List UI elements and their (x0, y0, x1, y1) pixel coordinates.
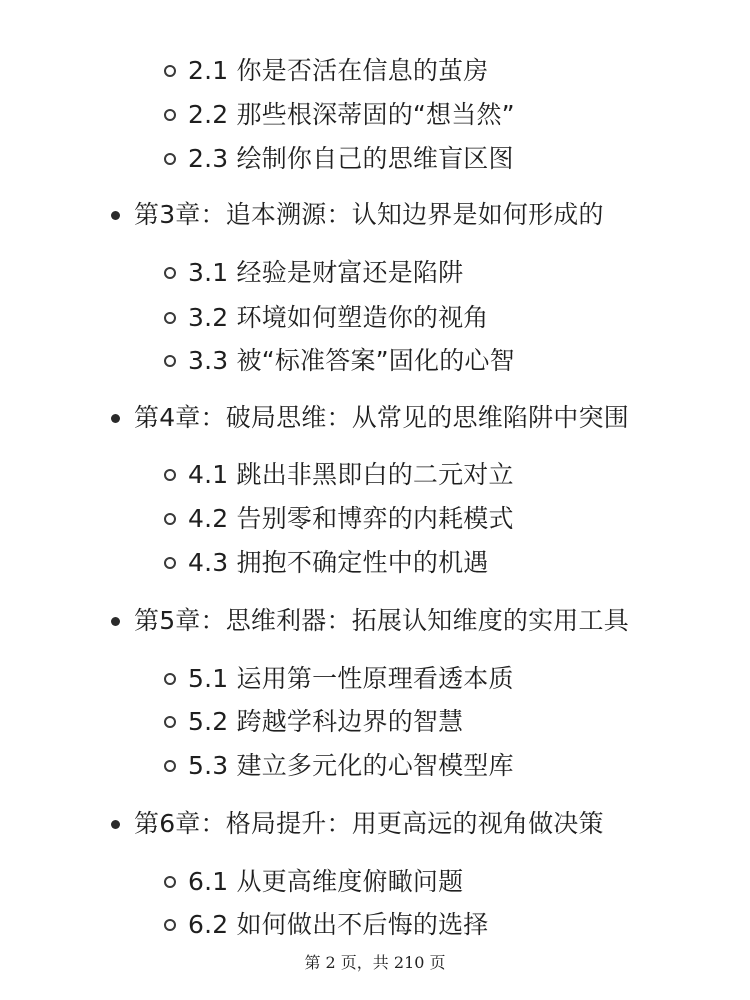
section-item (0, 51, 750, 91)
bullet-circle-icon (164, 557, 176, 569)
section-title: 4.3 拥抱不确定性中的机遇 (188, 548, 489, 577)
section-title: 2.3 绘制你自己的思维盲区图 (188, 144, 514, 173)
section-item (0, 702, 750, 742)
bullet-circle-icon (164, 355, 176, 367)
section-title: 3.1 经验是财富还是陷阱 (188, 258, 464, 287)
section-title: 6.2 如何做出不后悔的选择 (188, 910, 489, 939)
bullet-circle-icon (164, 469, 176, 481)
chapter-item (0, 804, 750, 844)
section-title: 5.2 跨越学科边界的智慧 (188, 707, 464, 736)
chapter-item (0, 398, 750, 438)
bullet-circle-icon (164, 109, 176, 121)
section-title: 2.1 你是否活在信息的茧房 (188, 56, 489, 85)
bullet-dot-icon (111, 820, 120, 829)
section-title: 5.1 运用第一性原理看透本质 (188, 664, 514, 693)
chapter-title: 第3章：追本溯源：认知边界是如何形成的 (134, 200, 604, 229)
bullet-circle-icon (164, 267, 176, 279)
chapter-title: 第4章：破局思维：从常见的思维陷阱中突围 (134, 403, 629, 432)
section-title: 4.2 告别零和博弈的内耗模式 (188, 504, 514, 533)
bullet-circle-icon (164, 673, 176, 685)
bullet-circle-icon (164, 312, 176, 324)
bullet-circle-icon (164, 65, 176, 77)
chapter-item (0, 601, 750, 641)
chapter-title: 第6章：格局提升：用更高远的视角做决策 (134, 809, 604, 838)
section-title: 4.1 跳出非黑即白的二元对立 (188, 460, 514, 489)
section-title: 3.3 被“标准答案”固化的心智 (188, 346, 515, 375)
section-item (0, 139, 750, 179)
bullet-circle-icon (164, 153, 176, 165)
bullet-circle-icon (164, 760, 176, 772)
bullet-dot-icon (111, 414, 120, 423)
section-item (0, 455, 750, 495)
section-item (0, 543, 750, 583)
bullet-dot-icon (111, 211, 120, 220)
bullet-circle-icon (164, 876, 176, 888)
section-item (0, 298, 750, 338)
bullet-circle-icon (164, 513, 176, 525)
page-number-footer: 第 2 页，共 210 页 (304, 953, 446, 972)
section-item (0, 341, 750, 381)
section-title: 5.3 建立多元化的心智模型库 (188, 751, 514, 780)
section-item (0, 253, 750, 293)
section-title: 2.2 那些根深蒂固的“想当然” (188, 100, 515, 129)
chapter-item (0, 195, 750, 235)
section-item (0, 862, 750, 902)
chapter-title: 第5章：思维利器：拓展认知维度的实用工具 (134, 606, 629, 635)
section-item (0, 659, 750, 699)
section-item (0, 95, 750, 135)
bullet-circle-icon (164, 716, 176, 728)
section-item (0, 905, 750, 945)
bullet-dot-icon (111, 617, 120, 626)
section-item (0, 746, 750, 786)
section-item (0, 499, 750, 539)
bullet-circle-icon (164, 919, 176, 931)
section-title: 3.2 环境如何塑造你的视角 (188, 303, 489, 332)
section-title: 6.1 从更高维度俯瞰问题 (188, 867, 464, 896)
